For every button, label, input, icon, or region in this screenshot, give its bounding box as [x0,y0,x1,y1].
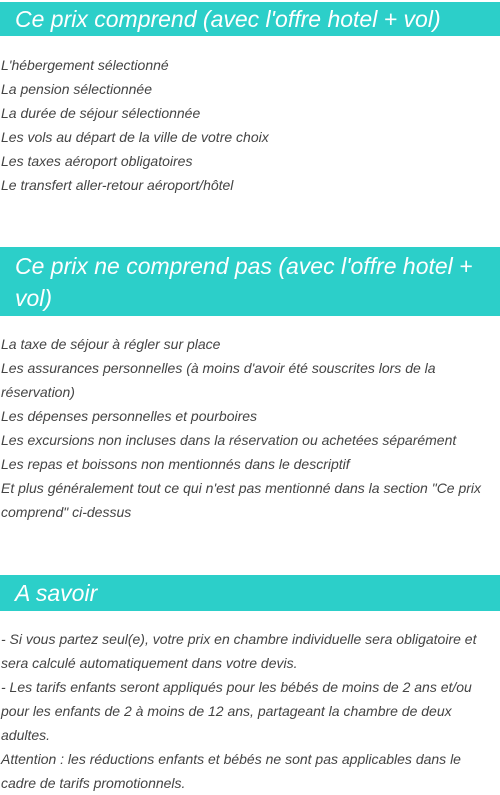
list-item: Les vols au départ de la ville de votre choix [1,129,269,145]
list-item: Les excursions non incluses dans la réservation ou achetées séparément [1,432,457,448]
info-line-attention: Attention : les réductions enfants et bébés ne sont pas applicables dans le cadre de tarifs promotionnels. [1,751,461,791]
section-header-a-savoir: A savoir [0,575,500,611]
list-item: Les taxes aéroport obligatoires [1,153,193,169]
list-item: La durée de séjour sélectionnée [1,105,201,121]
list-item: La pension sélectionnée [1,81,153,97]
list-item: L'hébergement sélectionné [1,57,169,73]
list-item: Les assurances personnelles (à moins d'avoir été souscrites lors de la réservation) [1,360,436,400]
list-item: Les repas et boissons non mentionnés dans le descriptif [1,456,350,472]
list-item: Les dépenses personnelles et pourboires [1,408,258,424]
list-item: La taxe de séjour à régler sur place [1,336,221,352]
section-header-not-included: Ce prix ne comprend pas (avec l'offre hotel + vol) [0,247,500,316]
list-item: Et plus généralement tout ce qui n'est pas mentionné dans la section "Ce prix comprend" ci-dessus [1,480,482,520]
included-list [0,53,500,197]
section-header-included: Ce prix comprend (avec l'offre hotel + vol) [0,2,500,36]
info-paragraph [0,627,500,795]
info-line-single-supplement: - Si vous partez seul(e), votre prix en chambre individuelle sera obligatoire et sera calculé automatiquement dans votre devis. [1,631,477,671]
not-included-list [0,332,500,524]
list-item: Le transfert aller-retour aéroport/hôtel [1,177,234,193]
info-line-children-rates: - Les tarifs enfants seront appliqués pour les bébés de moins de 2 ans et/ou pour les enfants de 2 à moins de 12 ans, partageant la chambre de deux adultes. [1,679,472,743]
